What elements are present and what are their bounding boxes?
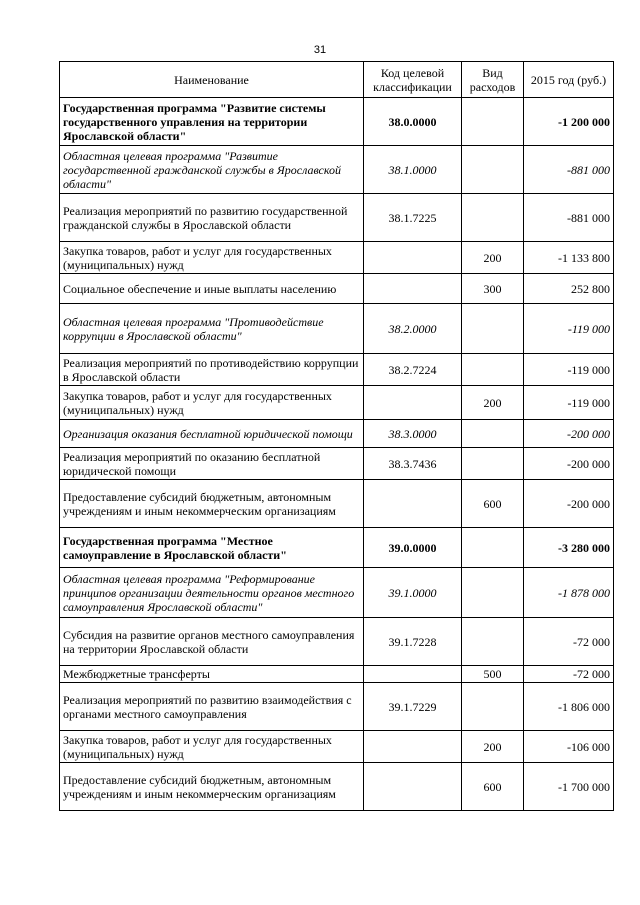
cell-amount: -119 000 [524, 386, 614, 420]
cell-name: Предоставление субсидий бюджетным, автономным учреждениям и иным некоммерческим организациям [60, 480, 364, 528]
cell-code [364, 731, 462, 763]
cell-code: 38.0.0000 [364, 98, 462, 146]
cell-name: Предоставление субсидий бюджетным, автономным учреждениям и иным некоммерческим организациям [60, 763, 364, 811]
cell-code [364, 274, 462, 304]
cell-code: 38.1.0000 [364, 146, 462, 194]
header-amount: 2015 год (руб.) [524, 62, 614, 98]
cell-code: 39.1.7228 [364, 618, 462, 666]
table-row [60, 683, 614, 731]
cell-name: Областная целевая программа "Противодействие коррупции в Ярославской области" [60, 304, 364, 354]
page-number: 31 [313, 44, 327, 56]
cell-name: Реализация мероприятий по развитию государственной гражданской службы в Ярославской области [60, 194, 364, 242]
cell-amount: -72 000 [524, 618, 614, 666]
cell-name: Межбюджетные трансферты [60, 666, 364, 683]
cell-code: 38.3.7436 [364, 448, 462, 480]
table-row [60, 568, 614, 618]
cell-amount: -72 000 [524, 666, 614, 683]
cell-amount: -1 133 800 [524, 242, 614, 274]
cell-name: Социальное обеспечение и иные выплаты населению [60, 274, 364, 304]
cell-amount: -1 700 000 [524, 763, 614, 811]
cell-name: Реализация мероприятий по противодействию коррупции в Ярославской области [60, 354, 364, 386]
cell-amount: -200 000 [524, 448, 614, 480]
cell-code: 38.2.7224 [364, 354, 462, 386]
cell-name: Областная целевая программа "Реформирование принципов организации деятельности органов местного самоуправления Ярославской области" [60, 568, 364, 618]
cell-code [364, 666, 462, 683]
table-row [60, 618, 614, 666]
table-row [60, 528, 614, 568]
cell-name: Государственная программа "Местное самоуправление в Ярославской области" [60, 528, 364, 568]
table-row [60, 480, 614, 528]
cell-vid [462, 146, 524, 194]
table-row [60, 666, 614, 683]
cell-amount: -881 000 [524, 146, 614, 194]
cell-vid: 600 [462, 480, 524, 528]
cell-name: Реализация мероприятий по оказанию бесплатной юридической помощи [60, 448, 364, 480]
table-row [60, 194, 614, 242]
table-row [60, 763, 614, 811]
cell-vid [462, 448, 524, 480]
cell-vid: 300 [462, 274, 524, 304]
cell-name: Субсидия на развитие органов местного самоуправления на территории Ярославской области [60, 618, 364, 666]
cell-name: Организация оказания бесплатной юридической помощи [60, 420, 364, 448]
cell-amount: -200 000 [524, 420, 614, 448]
cell-amount: -881 000 [524, 194, 614, 242]
table-row [60, 274, 614, 304]
table-row [60, 731, 614, 763]
cell-vid [462, 618, 524, 666]
cell-vid: 600 [462, 763, 524, 811]
cell-amount: -1 200 000 [524, 98, 614, 146]
cell-vid [462, 304, 524, 354]
cell-amount: -119 000 [524, 304, 614, 354]
cell-name: Закупка товаров, работ и услуг для государственных (муниципальных) нужд [60, 242, 364, 274]
table-row [60, 448, 614, 480]
cell-code: 39.0.0000 [364, 528, 462, 568]
cell-code: 39.1.7229 [364, 683, 462, 731]
header-code: Код целевой классификации [364, 62, 462, 98]
table-row [60, 420, 614, 448]
budget-table [59, 61, 614, 811]
table-row [60, 146, 614, 194]
table-row [60, 242, 614, 274]
cell-amount: -119 000 [524, 354, 614, 386]
cell-amount: -3 280 000 [524, 528, 614, 568]
cell-code: 38.1.7225 [364, 194, 462, 242]
cell-name: Областная целевая программа "Развитие государственной гражданской службы в Ярославской области" [60, 146, 364, 194]
cell-name: Закупка товаров, работ и услуг для государственных (муниципальных) нужд [60, 386, 364, 420]
cell-name: Закупка товаров, работ и услуг для государственных (муниципальных) нужд [60, 731, 364, 763]
cell-code [364, 763, 462, 811]
cell-vid [462, 354, 524, 386]
cell-amount: 252 800 [524, 274, 614, 304]
cell-vid [462, 98, 524, 146]
cell-code [364, 242, 462, 274]
cell-code [364, 386, 462, 420]
cell-vid: 200 [462, 386, 524, 420]
table-row [60, 304, 614, 354]
table-header-row [60, 62, 614, 98]
cell-amount: -1 878 000 [524, 568, 614, 618]
table-row [60, 98, 614, 146]
cell-amount: -200 000 [524, 480, 614, 528]
cell-code: 38.2.0000 [364, 304, 462, 354]
cell-vid [462, 528, 524, 568]
cell-vid: 200 [462, 242, 524, 274]
header-vid: Вид расходов [462, 62, 524, 98]
cell-vid: 200 [462, 731, 524, 763]
cell-code: 38.3.0000 [364, 420, 462, 448]
cell-amount: -1 806 000 [524, 683, 614, 731]
cell-amount: -106 000 [524, 731, 614, 763]
cell-vid [462, 194, 524, 242]
cell-vid [462, 420, 524, 448]
header-name: Наименование [60, 62, 364, 98]
cell-code [364, 480, 462, 528]
cell-vid: 500 [462, 666, 524, 683]
cell-name: Реализация мероприятий по развитию взаимодействия с органами местного самоуправления [60, 683, 364, 731]
cell-vid [462, 568, 524, 618]
table-row [60, 386, 614, 420]
table-row [60, 354, 614, 386]
cell-code: 39.1.0000 [364, 568, 462, 618]
cell-vid [462, 683, 524, 731]
cell-name: Государственная программа "Развитие системы государственного управления на территории Ярославской области" [60, 98, 364, 146]
